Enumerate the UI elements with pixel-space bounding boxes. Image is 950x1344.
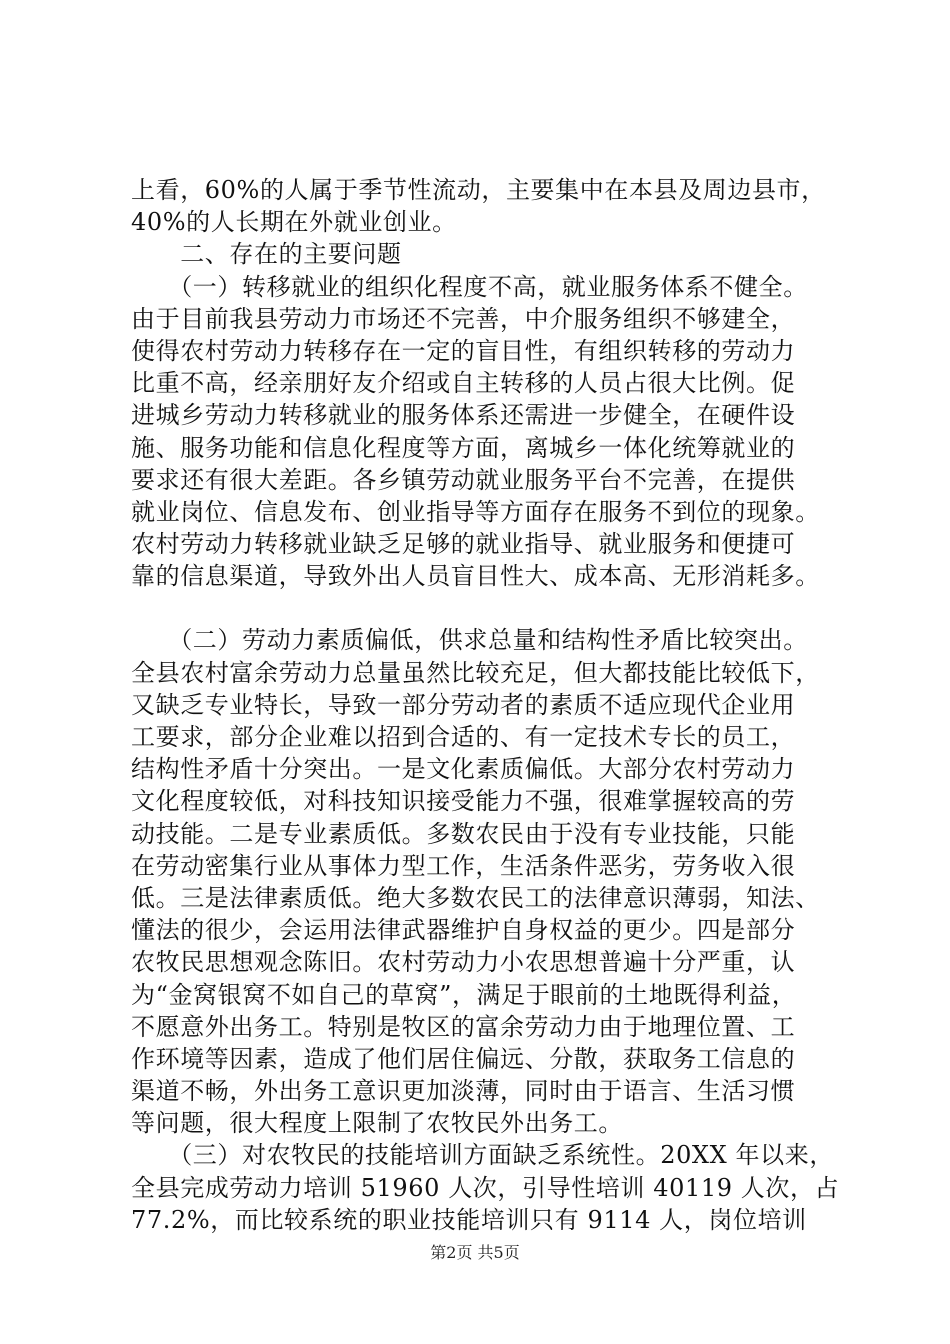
- document-body: [131, 174, 851, 1236]
- text-line: 为“金窝银窝不如自己的草窝”，满足于眼前的土地既得利益，: [131, 980, 797, 1009]
- text-line: 就业岗位、信息发布、创业指导等方面存在服务不到位的现象。: [131, 497, 820, 526]
- text-line: 农村劳动力转移就业缺乏足够的就业指导、就业服务和便捷可: [131, 530, 796, 559]
- text-line: 懂法的很少，会运用法律武器维护自身权益的更少。四是部分: [131, 916, 796, 945]
- text-line: 要求还有很大差距。各乡镇劳动就业服务平台不完善，在提供: [131, 465, 796, 494]
- text-line: （一）转移就业的组织化程度不高，就业服务体系不健全。: [131, 272, 808, 301]
- text-line: 文化程度较低，对科技知识接受能力不强，很难掌握较高的劳: [131, 787, 796, 816]
- text-line: （二）劳动力素质偏低，供求总量和结构性矛盾比较突出。: [131, 626, 808, 655]
- text-line: 低。三是法律素质低。绝大多数农民工的法律意识薄弱，知法、: [131, 883, 820, 912]
- text-line: 在劳动密集行业从事体力型工作，生活条件恶劣，劳务收入很: [131, 851, 796, 880]
- text-line: 工要求，部分企业难以招到合适的、有一定技术专长的员工，: [131, 723, 796, 751]
- text-line: 施、服务功能和信息化程度等方面，离城乡一体化统筹就业的: [131, 433, 796, 462]
- text-line: 又缺乏专业特长，导致一部分劳动者的素质不适应现代企业用: [131, 690, 796, 719]
- text-line: 上看，60%的人属于季节性流动，主要集中在本县及周边县市，: [131, 176, 826, 204]
- text-line: 40%的人长期在外就业创业。: [131, 208, 457, 237]
- text-line: 靠的信息渠道，导致外出人员盲目性大、成本高、无形消耗多。: [131, 562, 820, 591]
- page-footer: 第2页 共5页: [430, 1243, 520, 1262]
- text-line: 由于目前我县劳动力市场还不完善，中介服务组织不够建全，: [131, 304, 796, 333]
- text-line: 77.2%，而比较系统的职业技能培训只有 9114 人，岗位培训: [131, 1205, 807, 1234]
- text-line: 全县完成劳动力培训 51960 人次，引导性培训 40119 人次，占: [131, 1173, 840, 1202]
- text-line: 动技能。二是专业素质低。多数农民由于没有专业技能，只能: [131, 819, 796, 848]
- text-line: 农牧民思想观念陈旧。农村劳动力小农思想普遍十分严重，认: [131, 948, 796, 977]
- text-line: 作环境等因素，造成了他们居住偏远、分散，获取务工信息的: [131, 1044, 796, 1073]
- text-line: 结构性矛盾十分突出。一是文化素质偏低。大部分农村劳动力: [131, 755, 796, 784]
- text-line: 使得农村劳动力转移存在一定的盲目性，有组织转移的劳动力: [131, 336, 796, 365]
- text-line: 不愿意外出务工。特别是牧区的富余劳动力由于地理位置、工: [131, 1012, 796, 1041]
- text-line: 二、存在的主要问题: [131, 240, 402, 269]
- text-line: 比重不高，经亲朋好友介绍或自主转移的人员占很大比例。促: [131, 369, 796, 398]
- text-line: 进城乡劳动力转移就业的服务体系还需进一步健全，在硬件设: [131, 401, 796, 430]
- text-line: 全县农村富余劳动力总量虽然比较充足，但大都技能比较低下，: [131, 658, 820, 687]
- blank-line: [131, 592, 851, 624]
- text-line: （三）对农牧民的技能培训方面缺乏系统性。20XX 年以来，: [131, 1141, 834, 1170]
- text-line: 渠道不畅，外出务工意识更加淡薄，同时由于语言、生活习惯: [131, 1077, 796, 1106]
- text-line: 等问题，很大程度上限制了农牧民外出务工。: [131, 1109, 623, 1138]
